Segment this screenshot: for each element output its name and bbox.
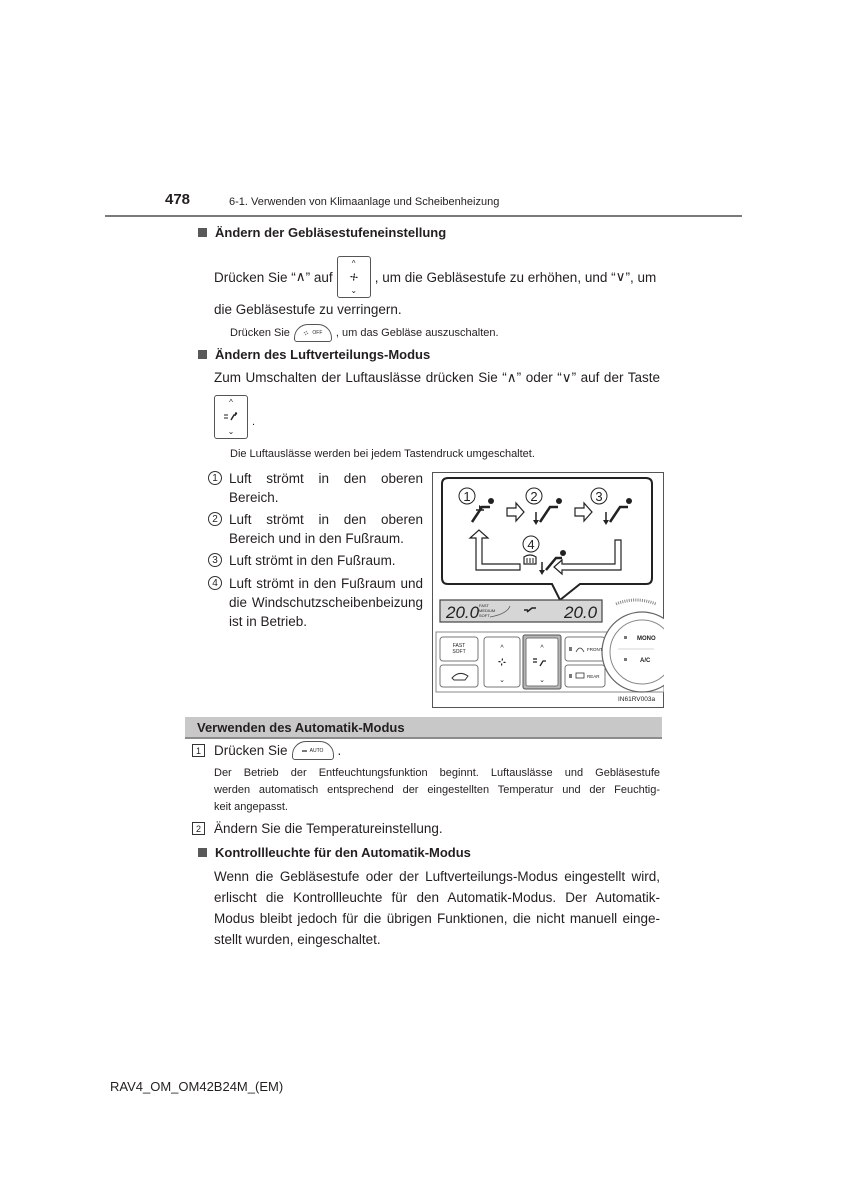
airflow-note: Die Luftauslässe werden bei jedem Tastendruck umgeschaltet.	[230, 448, 535, 460]
indicator-led	[569, 674, 572, 678]
chapter-title: 6-1. Verwenden von Klimaanlage und Scheibenheizung	[229, 196, 500, 208]
label-2: 2	[530, 489, 538, 504]
item-number: 4	[208, 576, 222, 590]
list-item	[208, 469, 423, 507]
btn-rear-label: REAR	[587, 674, 600, 679]
fan-speed-button-icon	[337, 256, 371, 298]
chevron-up-icon: ^	[229, 398, 233, 407]
label-4: 4	[527, 537, 535, 552]
text: , um das Gebläse auszuschalten.	[335, 327, 499, 339]
display-soft: SOFT	[479, 613, 490, 618]
btn-mono-label: MONO	[637, 636, 656, 642]
footer-code: RAV4_OM_OM42B24M_(EM)	[110, 1079, 284, 1094]
fan-heading	[198, 225, 446, 240]
item-text: Luft strömt in den oberen Bereich.	[229, 471, 423, 505]
text: Drücken Sie	[214, 743, 288, 758]
paragraph-line: erlischt die Kontrollleuchte für den Automatik-Modus. Der Automatik-	[214, 890, 660, 905]
indicator-paragraph	[214, 866, 660, 950]
step-number: 2	[192, 822, 205, 835]
airflow-button-row	[214, 395, 255, 439]
chevron-down-icon: ⌄	[350, 286, 358, 295]
fan-line2: die Gebläsestufe zu verringern.	[214, 302, 402, 317]
fan-line1	[214, 256, 660, 298]
btn-ac-label: A/C	[640, 658, 651, 664]
text: Drücken Sie	[230, 327, 290, 339]
up-symbol: ∧	[295, 269, 306, 284]
indicator-led	[302, 750, 307, 752]
btn-soft-label: SOFT	[452, 649, 466, 655]
chevron-down-icon: ⌄	[227, 427, 235, 436]
bullet-square	[198, 350, 207, 359]
section-bar	[185, 717, 662, 739]
item-number: 3	[208, 553, 222, 567]
note-line: keit angepasst.	[214, 801, 288, 813]
control-panel	[436, 600, 664, 692]
item-number: 2	[208, 512, 222, 526]
fan-icon	[349, 272, 359, 282]
bullet-square	[198, 848, 207, 857]
display-fast: FAST	[479, 603, 490, 608]
airflow-mode-button-icon	[214, 395, 248, 439]
text: Ändern Sie die Temperatureinstellung.	[214, 821, 443, 836]
display-temp-left: 20.0	[446, 603, 480, 622]
text: .	[252, 416, 256, 428]
auto-button-icon	[292, 741, 334, 760]
paragraph-line: Modus bleibt jedoch für die übrigen Funktionen, die nicht manuell einge-	[214, 911, 660, 926]
off-label: OFF	[312, 330, 323, 336]
recirc-button	[440, 665, 478, 687]
list-item	[208, 574, 423, 631]
label-3: 3	[595, 489, 603, 504]
fan-off-button-icon	[294, 324, 332, 342]
airflow-heading	[198, 347, 430, 362]
item-text: Luft strömt in den oberen Bereich und in den Fußraum.	[229, 512, 423, 546]
text: ”, um	[625, 269, 657, 285]
step-2	[192, 821, 443, 836]
list-item	[208, 551, 423, 570]
step-1	[192, 741, 341, 760]
btn-fast-label: FAST	[452, 643, 466, 649]
item-text: Luft strömt in den Fußraum.	[229, 553, 396, 568]
airflow-heading-text: Ändern des Luftverteilungs-Modus	[215, 347, 431, 362]
text: ” auf	[305, 269, 333, 285]
btn-front-label: FRONT	[587, 647, 603, 652]
fan-heading-text: Ändern der Gebläsestufeneinstellung	[215, 225, 447, 240]
text: Drücken Sie “	[214, 269, 296, 285]
chevron-up-icon: ^	[500, 645, 504, 652]
indicator-led	[624, 636, 627, 639]
chevron-up-icon: ^	[540, 645, 544, 652]
label-1: 1	[463, 489, 471, 504]
climate-control-figure	[432, 472, 664, 708]
step-1-note	[214, 765, 660, 816]
header-rule	[105, 215, 742, 217]
chevron-up-icon: ^	[351, 259, 356, 268]
list-item	[208, 510, 423, 548]
text: .	[337, 743, 342, 758]
indicator-heading-text: Kontrollleuchte für den Automatik-Modus	[215, 845, 471, 860]
fan-icon	[303, 330, 309, 336]
indicator-heading	[198, 845, 471, 860]
airflow-mode-icon	[223, 412, 239, 422]
item-text: Luft strömt in den Fußraum und die Windschutzscheibenbeizung ist in Betrieb.	[229, 576, 423, 629]
fan-off-note	[230, 324, 499, 342]
note-line: werden automatisch entsprechend der eingestellten Temperatur und der Feuchtig-	[214, 784, 660, 796]
bullet-square	[198, 228, 207, 237]
section-title: Verwenden des Automatik-Modus	[197, 720, 405, 735]
paragraph-line: Wenn die Gebläsestufe oder der Luftverteilungs-Modus eingestellt wird,	[214, 869, 660, 884]
chevron-down-icon: ⌄	[539, 677, 545, 684]
airflow-line1: Zum Umschalten der Luftauslässe drücken Sie “∧” oder “∨” auf der Taste	[214, 370, 660, 385]
down-symbol: ∨	[615, 269, 626, 284]
display-temp-right: 20.0	[564, 603, 598, 622]
display-medium: MEDIUM	[479, 608, 496, 613]
auto-label: AUTO	[309, 747, 324, 754]
note-line: Der Betrieb der Entfeuchtungsfunktion beginnt. Luftauslässe und Gebläsestufe	[214, 767, 660, 779]
indicator-led	[569, 647, 572, 651]
paragraph-line: stellt wurden, eingeschaltet.	[214, 932, 381, 947]
indicator-led	[624, 658, 627, 661]
figure-code: IN61RV003a	[618, 696, 656, 703]
chevron-down-icon: ⌄	[499, 677, 505, 684]
step-number: 1	[192, 744, 205, 757]
text: , um die Gebläsestufe zu erhöhen, und “	[374, 269, 616, 285]
item-number: 1	[208, 471, 222, 485]
page-number: 478	[165, 191, 191, 208]
